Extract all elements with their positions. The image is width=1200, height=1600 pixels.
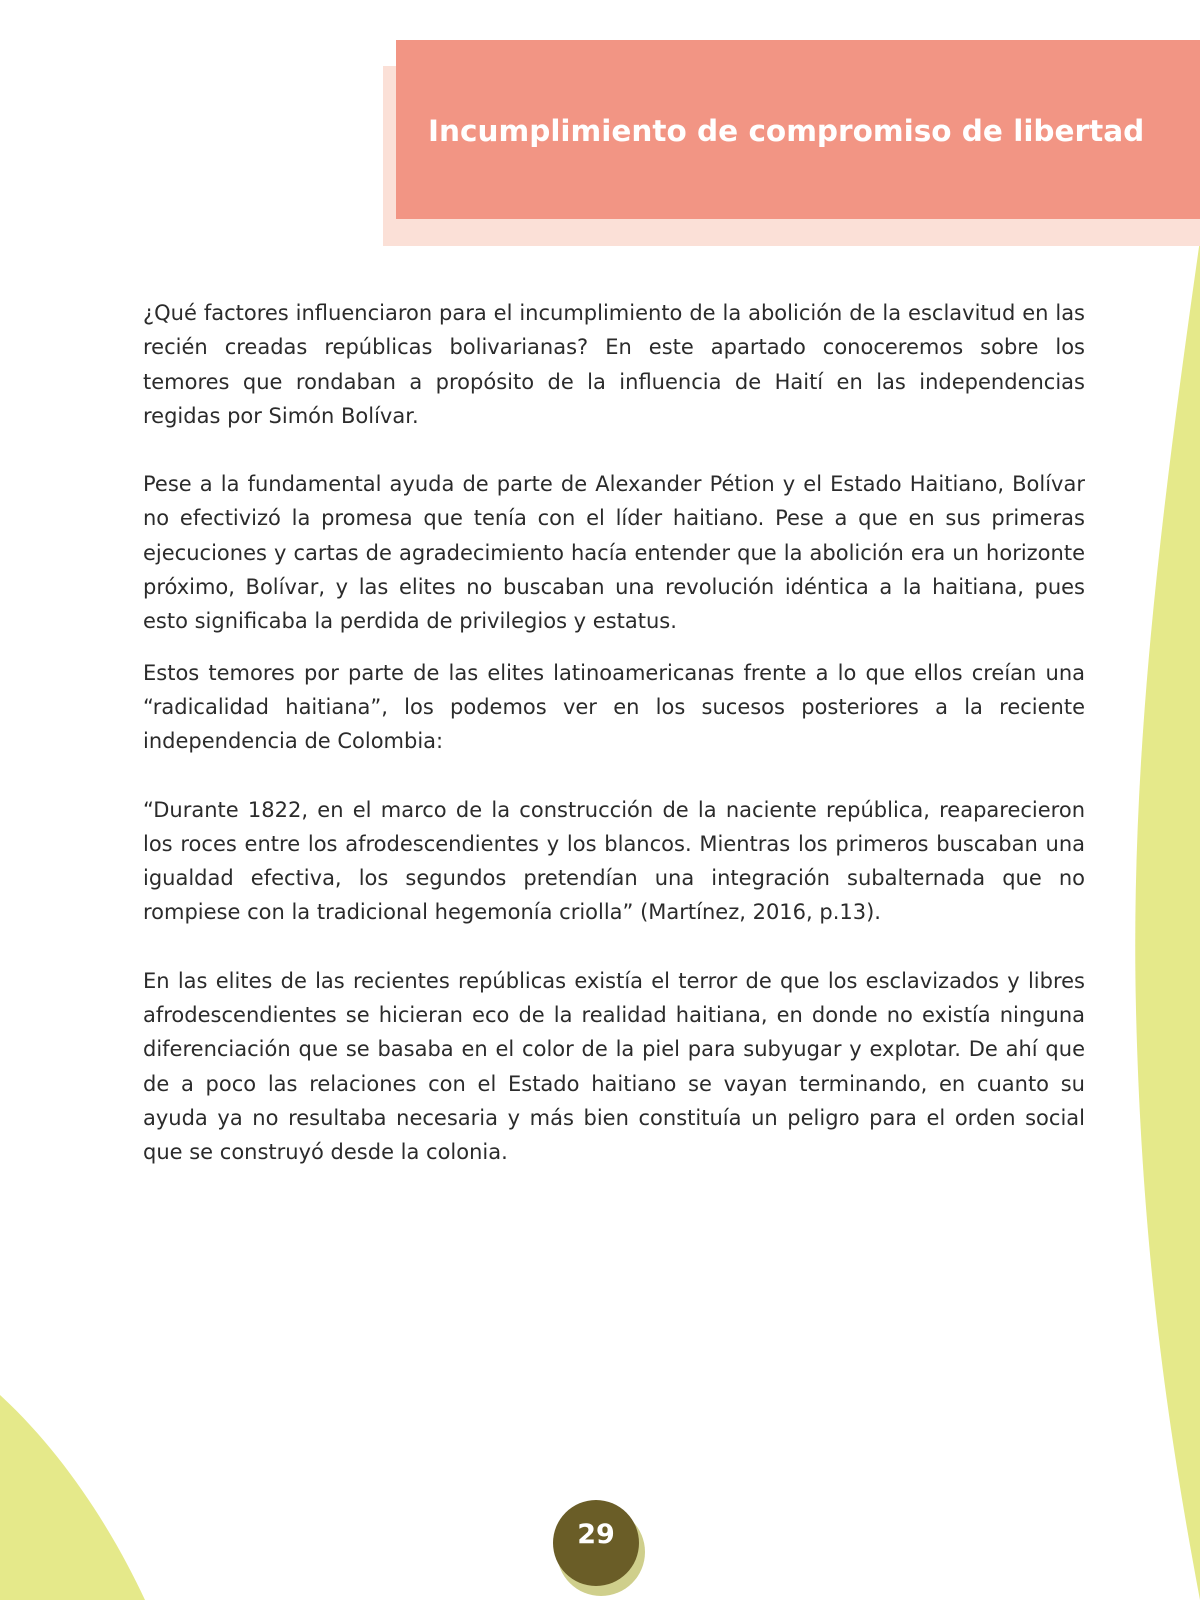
bottom-left-green-swoosh (0, 1395, 145, 1600)
paragraph-elites: En las elites de las recientes repúblicas existía el terror de que los esclavizados y libres afrodescendientes se hicieran eco de la realidad haitiana, en donde no existía ninguna diferenciación que se basaba en el color de la piel para subyugar y explotar. De ahí que de a poco las relaciones con el Estado haitiano se vayan terminando, en cuanto su ayuda ya no resultaba necesaria y más bien constituía un peligro para el orden social que se construyó desde la colonia. (143, 968, 1085, 1165)
body-text (143, 296, 1085, 1170)
page-title: Incumplimiento de compromiso de libertad (428, 114, 1145, 148)
paragraph-intro: ¿Qué factores influenciaron para el incumplimiento de la abolición de la esclavitud en las recién creadas repúblicas bolivarianas? En este apartado conoceremos sobre los temores que rondaban a propósito de la influencia de Haití en las independencias regidas por Simón Bolívar. (143, 301, 1085, 428)
paragraph-fears: Estos temores por parte de las elites latinoamericanas frente a lo que ellos creían una “radicalidad haitiana”, los podemos ver en los sucesos posteriores a la reciente independencia de Colombia: (143, 660, 1085, 754)
paragraph-quote: “Durante 1822, en el marco de la construcción de la naciente república, reaparecieron los roces entre los afrodescendientes y los blancos. Mientras los primeros buscaban una igualdad efectiva, los segundos pretendían una integración subalternada que no rompiese con la tradicional hegemonía criolla” (Martínez, 2016, p.13). (143, 797, 1085, 925)
paragraph-petion: Pese a la fundamental ayuda de parte de Alexander Pétion y el Estado Haitiano, Bolívar no efectivizó la promesa que tenía con el líder haitiano. Pese a que en sus primeras ejecuciones y cartas de agradecimiento hacía entender que la abolición era un horizonte próximo, Bolívar, y las elites no buscaban una revolución idéntica a la haitiana, pues esto significaba la perdida de privilegios y estatus. (143, 472, 1085, 634)
page-number: 29 (553, 1500, 639, 1586)
right-green-swoosh (1135, 240, 1200, 1600)
